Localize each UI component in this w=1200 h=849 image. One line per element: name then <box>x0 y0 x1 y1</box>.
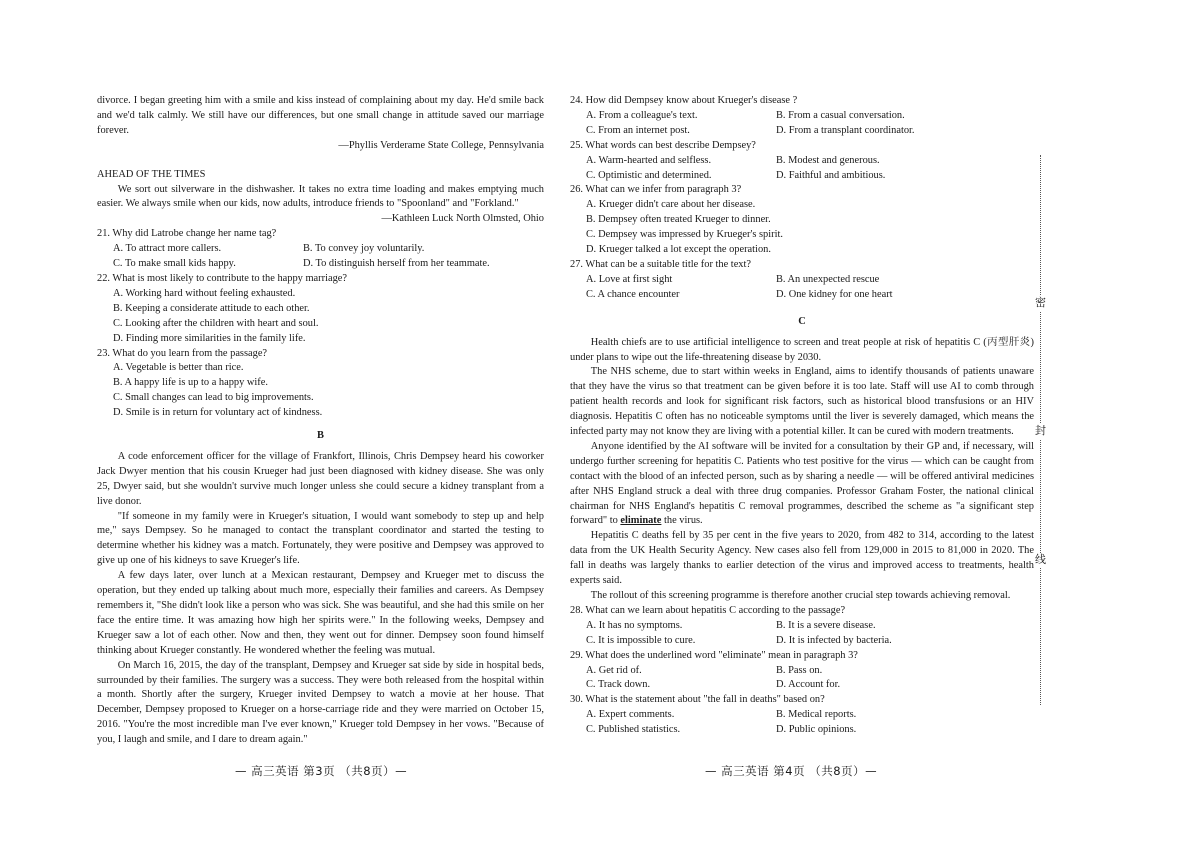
answer-option: D. From a transplant coordinator. <box>776 124 915 136</box>
answer-options <box>570 154 1034 184</box>
answer-option: A. From a colleague's text. <box>586 109 698 121</box>
paragraph-3-text-a: Anyone identified by the AI software will be invited for a consultation by their GP and, if necessary, will undergo further screening for hepatitis C. Patients who test positive for the virus — which can be caught from contact with the blood of an infected person, such as by sharing a needle — will be offered antiviral medicines after NHS England struck a deal with three drug companies. Professor Graham Foster, the national clinical chairman for NHS England's hepatitis C removal programmes, described the scheme as "a significant step forward" to <box>570 440 1034 527</box>
section-b-title: B <box>317 430 324 442</box>
question-stem: 24. How did Dempsey know about Krueger's disease ? <box>570 95 798 106</box>
answer-option: D. To distinguish herself from her teammate. <box>303 258 490 270</box>
passage-b-paragraph: On March 16, 2015, the day of the transplant, Dempsey and Krueger sat side by side in hospital beds, surrounded by their families. The surgery was a success. They were both released from the hospital within a month. Shortly after the surgery, Krueger invited Dempsey to watch a movie at her house. That December, Dempsey proposed to Krueger on a horse-carriage ride and they were married on October 15, 2016. "You're the most incredible man I've ever known," Krueger told Dempsey in her vows. "Because of you, I laugh and smile, and I dare to dream again." <box>97 659 544 746</box>
left-page <box>97 94 544 748</box>
answer-option: B. Dempsey often treated Krueger to dinner. <box>586 214 771 226</box>
answer-option: C. Optimistic and determined. <box>586 169 712 181</box>
paragraph-2: We sort out silverware in the dishwasher. It takes no extra time loading and makes emptying much easier. We always smile when our kids, now adults, introduce friends to "Spoonland" and "Forkland." <box>97 183 544 210</box>
right-page <box>570 94 1034 738</box>
binding-char-feng: 封 <box>1035 424 1046 437</box>
answer-options <box>570 273 1034 303</box>
section-heading: AHEAD OF THE TIMES <box>97 168 206 180</box>
underlined-word: eliminate <box>620 515 662 527</box>
answer-option: B. A happy life is up to a happy wife. <box>113 377 268 389</box>
answer-option: B. Modest and generous. <box>776 154 880 166</box>
passage-b <box>97 450 544 748</box>
passage-b-paragraph: A few days later, over lunch at a Mexican restaurant, Dempsey and Krueger met to discuss the operation, but they ended up talking about much more, especially their families and careers. As Dempsey remembers it, "She didn't look like a person who was sick. She was beautiful, and she had this smile on her face the entire time. It was amazing how high her spirits were." In the following weeks, Dempsey and Krueger saw a lot of each other. Now and then, they went out for dinner. Dempsey soon found himself thinking about Krueger constantly. He wondered whether the feeling was mutual. <box>97 570 544 656</box>
passage-c-paragraph-5: The rollout of this screening programme is therefore another crucial step towards achieving removal. <box>590 590 1011 601</box>
passage-c-paragraph-1: Health chiefs are to use artificial intelligence to screen and treat people at risk of hepatitis C (丙型肝炎) under plans to wipe out the life-threatening disease by 2030. <box>570 336 1034 363</box>
answer-option: C. Small changes can lead to big improvements. <box>113 392 314 404</box>
answer-option: A. Expert comments. <box>586 709 675 721</box>
passage-c-paragraph-3 <box>570 440 1034 529</box>
question-stem: 30. What is the statement about "the fall in deaths" based on? <box>570 694 825 706</box>
answer-option: C. A chance encounter <box>586 288 680 300</box>
answer-options <box>570 708 1034 738</box>
answer-option: A. Krueger didn't care about her disease. <box>586 199 756 211</box>
passage-c-paragraph-4: Hepatitis C deaths fell by 35 per cent in the five years to 2020, from 482 to 314, according to the latest data from the UK Health Security Agency. New cases also fell from 129,000 in 2015 to 81,000 in 2020. The fall in deaths was largely thanks to earlier detection of the virus and improved access to treatments, health experts said. <box>570 530 1034 587</box>
answer-option: B. An unexpected rescue <box>776 273 880 285</box>
answer-option: C. From an internet post. <box>586 124 690 136</box>
answer-options <box>570 664 1034 694</box>
section-c-title: C <box>798 315 806 327</box>
answer-option: D. Finding more similarities in the family life. <box>113 332 306 344</box>
answer-option: B. Medical reports. <box>776 709 857 721</box>
signature-2: —Kathleen Luck North Olmsted, Ohio <box>381 213 544 225</box>
footer-page-4: — 高三英语 第4页 （共8页）— <box>705 764 878 778</box>
question-stem: 29. What does the underlined word "eliminate" mean in paragraph 3? <box>570 649 858 661</box>
answer-option: A. Working hard without feeling exhausted. <box>113 287 296 299</box>
answer-option: A. Love at first sight <box>586 273 673 285</box>
question-stem: 21. Why did Latrobe change her name tag? <box>97 228 277 240</box>
passage-c-paragraph-2: The NHS scheme, due to start within weeks in England, aims to identify thousands of patients unaware that they have the virus so that treatment can be given before it is too late. Staff will use AI to comb through patient health records and look for significant risk factors, such as historical blood transfusions or an HIV diagnosis. Hepatitis C often has no noticeable symptoms until the liver is severely damaged, which means the infected party may not know they are living with a potential killer. It can be cured with modern treatments. <box>570 366 1034 438</box>
binding-char-xian: 线 <box>1035 553 1046 566</box>
question-stem: 28. What can we learn about hepatitis C according to the passage? <box>570 604 846 616</box>
answer-options <box>570 619 1034 649</box>
answer-option: D. One kidney for one heart <box>776 288 893 300</box>
signature-1: —Phyllis Verderame State College, Pennsylvania <box>338 139 544 151</box>
answer-option: C. Looking after the children with heart and soul. <box>113 317 319 329</box>
answer-option: A. Warm-hearted and selfless. <box>586 154 712 166</box>
passage-b-paragraph: A code enforcement officer for the village of Frankfort, Illinois, Chris Dempsey heard his coworker Jack Dwyer mention that his cousin Krueger had just been diagnosed with kidney disease. She was only 25, Dwyer said, but she wouldn't survive much longer unless she could secure a kidney transplant from a live donor. <box>97 450 544 507</box>
answer-option: C. Track down. <box>586 679 651 691</box>
question-stem: 26. What can we infer from paragraph 3? <box>570 184 742 196</box>
footer-page-3: — 高三英语 第3页 （共8页）— <box>235 764 408 778</box>
answer-option: D. Krueger talked a lot except the operation. <box>586 244 771 256</box>
answer-option: D. Account for. <box>776 679 841 691</box>
answer-option: B. Keeping a considerate attitude to each other. <box>113 302 310 314</box>
answer-option: B. Pass on. <box>776 664 823 676</box>
answer-option: B. To convey joy voluntarily. <box>303 243 425 255</box>
question-stem: 23. What do you learn from the passage? <box>97 347 268 359</box>
answer-option: C. Dempsey was impressed by Krueger's spirit. <box>586 229 783 241</box>
answer-option: A. It has no symptoms. <box>586 619 683 631</box>
passage-b-paragraph: "If someone in my family were in Krueger's situation, I would want somebody to step up and help me," says Dempsey. So he managed to contact the transplant coordinator and started the testing to determine whether his kidney was a match. Fortunately, they were positive and Dempsey was approved to give up one of his kidneys to save Krueger's life. <box>97 510 544 567</box>
question-list-28-30 <box>570 604 1034 738</box>
question-list-21-23 <box>97 227 544 421</box>
answer-options <box>97 287 544 347</box>
answer-option: D. Faithful and ambitious. <box>776 169 886 181</box>
answer-option: C. To make small kids happy. <box>113 258 236 270</box>
paragraph-3-text-b: the virus. <box>661 515 703 527</box>
answer-options <box>97 242 544 272</box>
answer-option: B. From a casual conversation. <box>776 109 905 121</box>
answer-option: D. Smile is in return for voluntary act of kindness. <box>113 407 323 419</box>
answer-option: A. Get rid of. <box>586 664 642 676</box>
answer-options <box>97 361 544 421</box>
answer-option: C. Published statistics. <box>586 724 681 736</box>
question-stem: 27. What can be a suitable title for the text? <box>570 258 751 270</box>
answer-option: B. It is a severe disease. <box>776 619 876 631</box>
answer-option: A. Vegetable is better than rice. <box>113 362 244 374</box>
question-stem: 22. What is most likely to contribute to the happy marriage? <box>97 272 347 284</box>
answer-option: D. It is infected by bacteria. <box>776 634 892 646</box>
answer-options <box>570 198 1034 258</box>
answer-option: A. To attract more callers. <box>113 243 222 255</box>
question-list-24-27 <box>570 94 1034 303</box>
answer-option: C. It is impossible to cure. <box>586 634 696 646</box>
intro-paragraph: divorce. I began greeting him with a smile and kiss instead of complaining about my day. He'd smile back and we'd talk calmly. We still have our differences, but one small change in attitude saved our marriage forever. <box>97 95 544 136</box>
binding-char-mi: 密 <box>1035 296 1046 309</box>
answer-option: D. Public opinions. <box>776 724 857 736</box>
answer-options <box>570 109 1034 139</box>
question-stem: 25. What words can best describe Dempsey? <box>570 139 756 151</box>
